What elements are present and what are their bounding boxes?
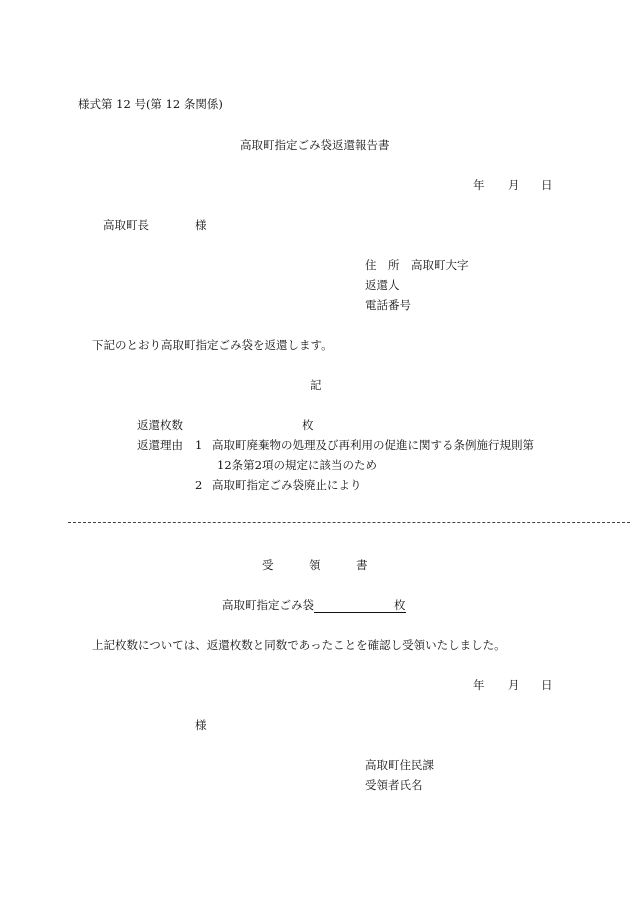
receipt-bag-label: 高取町指定ごみ袋 bbox=[222, 598, 314, 612]
report-date-month: 月 bbox=[508, 178, 520, 192]
receipt-honorific: 様 bbox=[195, 718, 207, 732]
address-label: 住 所 bbox=[365, 258, 400, 272]
address-value: 高取町大字 bbox=[411, 258, 469, 272]
receipt-dept: 高取町住民課 bbox=[365, 758, 434, 772]
receipt-bag-line bbox=[222, 598, 406, 613]
report-date-year: 年 bbox=[473, 178, 485, 192]
form-number: 様式第 12 号(第 12 条関係) bbox=[78, 97, 223, 111]
reason-label: 返還理由 bbox=[137, 438, 183, 452]
receipt-statement: 上記枚数については、返還枚数と同数であったことを確認し受領いたしました。 bbox=[92, 638, 506, 652]
reason-1-line1: 高取町廃棄物の処理及び再利用の促進に関する条例施行規則第 bbox=[212, 438, 534, 452]
returner-label: 返還人 bbox=[365, 278, 400, 292]
addressee: 高取町長 bbox=[103, 218, 149, 232]
reason-1-line2: 12条第2項の規定に該当のため bbox=[217, 458, 377, 472]
addressee-honorific: 様 bbox=[195, 218, 207, 232]
reason-2-num: 2 bbox=[195, 478, 203, 492]
receipt-date-year: 年 bbox=[473, 678, 485, 692]
report-statement: 下記のとおり高取町指定ごみ袋を返還します。 bbox=[92, 338, 333, 352]
count-unit: 枚 bbox=[302, 418, 314, 432]
report-title: 高取町指定ごみ袋返還報告書 bbox=[240, 138, 390, 152]
ki-heading: 記 bbox=[310, 378, 322, 392]
reason-1-num: 1 bbox=[195, 438, 203, 452]
receipt-date-day: 日 bbox=[541, 678, 553, 692]
receipt-title-1: 受 bbox=[262, 558, 274, 572]
receipt-title-2: 領 bbox=[309, 558, 321, 572]
receiver-label: 受領者氏名 bbox=[365, 778, 423, 792]
receipt-bag-unit: 枚 bbox=[394, 598, 406, 612]
cut-line bbox=[68, 522, 630, 523]
count-label: 返還枚数 bbox=[137, 418, 183, 432]
phone-label: 電話番号 bbox=[365, 298, 411, 312]
report-date-day: 日 bbox=[541, 178, 553, 192]
receipt-title-3: 書 bbox=[356, 558, 368, 572]
reason-2-line1: 高取町指定ごみ袋廃止により bbox=[212, 478, 362, 492]
receipt-date-month: 月 bbox=[508, 678, 520, 692]
receipt-bag-blank bbox=[314, 599, 394, 613]
